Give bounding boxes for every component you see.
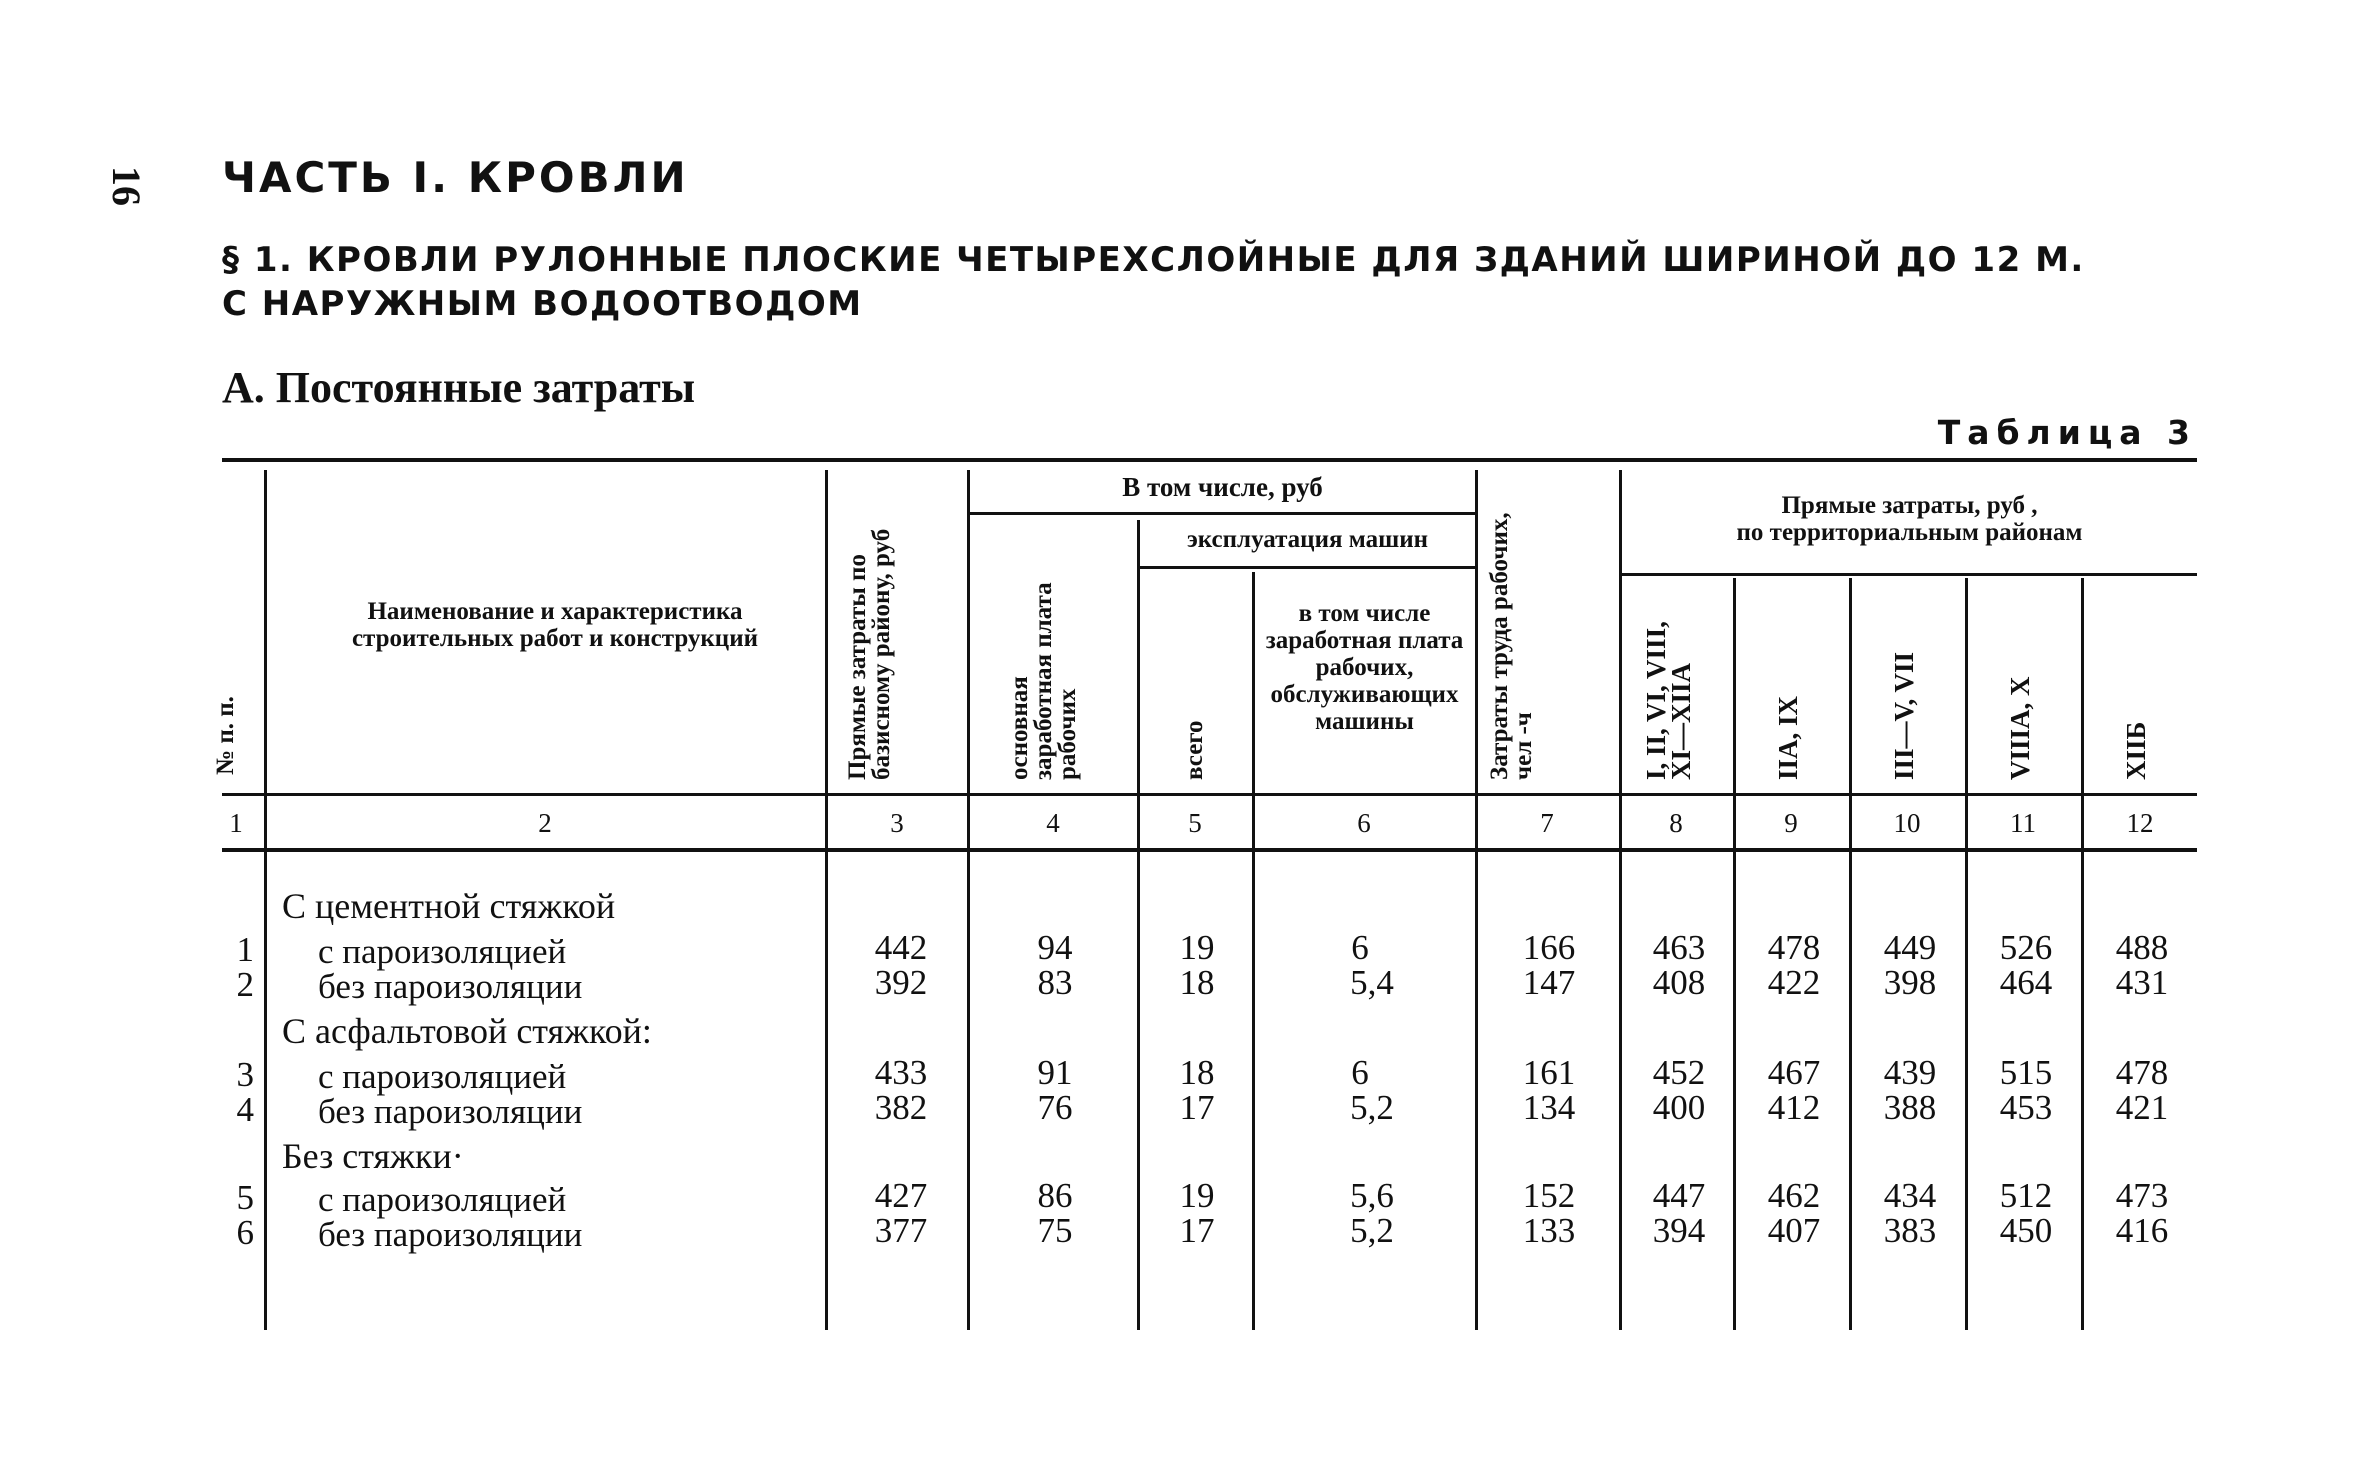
row-name: с пароизоляцией [318, 932, 567, 971]
colnum-4: 4 [1046, 808, 1060, 838]
page-number: 16 [104, 166, 149, 206]
cell-col8: 463 [1652, 928, 1706, 967]
colnum-7: 7 [1540, 808, 1554, 838]
cell-col6: 5,2 [1350, 1088, 1394, 1127]
cell-col11: 453 [1999, 1088, 2053, 1127]
cell-col9: 422 [1767, 963, 1821, 1002]
rule-header-bottom [222, 793, 2197, 796]
cell-col5: 19 [1179, 928, 1215, 967]
cell-col7: 152 [1522, 1176, 1576, 1215]
section-title-line-1: § 1. КРОВЛИ РУЛОННЫЕ ПЛОСКИЕ ЧЕТЫРЕХСЛОЙНЫЕ ДЛЯ ЗДАНИЙ ШИРИНОЙ ДО 12 М. [222, 240, 2085, 280]
row-name: с пароизоляцией [318, 1180, 567, 1219]
group-title: С асфальтовой стяжкой: [282, 1011, 652, 1051]
colnum-9: 9 [1784, 808, 1798, 838]
cell-col10: 449 [1883, 928, 1937, 967]
cell-col9: 462 [1767, 1176, 1821, 1215]
cell-col5: 17 [1179, 1088, 1215, 1127]
cell-col4: 91 [1037, 1053, 1073, 1092]
header-group-regions-line-2: по территориальным районам [1736, 519, 2083, 546]
section-title [222, 238, 2085, 326]
header-col6: в том числе заработная плата рабочих, обслуживающих машины [1265, 600, 1464, 735]
colnum-11: 11 [2010, 808, 2036, 838]
cell-col9: 407 [1767, 1211, 1821, 1250]
cell-col6: 5,2 [1350, 1211, 1394, 1250]
cell-col4: 76 [1037, 1088, 1073, 1127]
cell-col4: 94 [1037, 928, 1073, 967]
cell-col12: 473 [2115, 1176, 2169, 1215]
cell-col3: 392 [874, 963, 928, 1002]
cell-col5: 19 [1179, 1176, 1215, 1215]
cell-col3: 427 [874, 1176, 928, 1215]
cell-col11: 512 [1999, 1176, 2053, 1215]
cell-col5: 18 [1179, 1053, 1215, 1092]
cell-col7: 161 [1522, 1053, 1576, 1092]
cell-col7: 147 [1522, 963, 1576, 1002]
header-group-machines: эксплуатация машин [1186, 526, 1429, 553]
row-name: без пароизоляции [318, 967, 583, 1006]
row-number: 6 [236, 1213, 254, 1252]
cell-col4: 75 [1037, 1211, 1073, 1250]
colnum-12: 12 [2126, 808, 2154, 838]
cell-col12: 488 [2115, 928, 2169, 967]
row-number: 3 [236, 1055, 254, 1094]
section-title-line-2: С НАРУЖНЫМ ВОДООТВОДОМ [222, 284, 863, 324]
header-col10: III—V, VII [1889, 651, 1919, 780]
cell-col6: 5,4 [1350, 963, 1394, 1002]
cell-col6: 6 [1351, 928, 1369, 967]
header-group-regions-line-1: Прямые затраты, руб , [1781, 492, 2038, 519]
rule-group-in-number [970, 512, 1475, 515]
header-col12: XIIБ [2121, 721, 2151, 780]
header-col11: VIIIA, X [2005, 676, 2035, 780]
group-title: С цементной стяжкой [282, 886, 616, 926]
header-col9: IIA, IX [1773, 695, 1803, 780]
cell-col11: 464 [1999, 963, 2053, 1002]
rule-top [222, 458, 2197, 462]
cell-col11: 515 [1999, 1053, 2053, 1092]
vline-6 [1475, 470, 1478, 1330]
header-group-regions [1622, 492, 2197, 546]
vline-1 [264, 470, 267, 1330]
row-number: 5 [236, 1178, 254, 1217]
colnum-3: 3 [890, 808, 904, 838]
cell-col12: 421 [2115, 1088, 2169, 1127]
cell-col7: 133 [1522, 1211, 1576, 1250]
cell-col4: 86 [1037, 1176, 1073, 1215]
colnum-10: 10 [1893, 808, 1921, 838]
colnum-2: 2 [538, 808, 552, 838]
cell-col6: 5,6 [1350, 1176, 1394, 1215]
vline-3 [967, 470, 970, 1330]
cell-col12: 416 [2115, 1211, 2169, 1250]
cell-col10: 388 [1883, 1088, 1937, 1127]
header-col3: Прямые затраты по базисному району, руб [844, 528, 895, 780]
rule-colnum-bottom [222, 848, 2197, 852]
cell-col11: 450 [1999, 1211, 2053, 1250]
cell-col4: 83 [1037, 963, 1073, 1002]
cell-col8: 447 [1652, 1176, 1706, 1215]
header-col5: всего [1181, 720, 1208, 780]
cell-col8: 394 [1652, 1211, 1706, 1250]
cell-col10: 439 [1883, 1053, 1937, 1092]
header-col1: № п. п. [212, 696, 239, 775]
cell-col7: 166 [1522, 928, 1576, 967]
group-title: Без стяжки· [282, 1136, 464, 1176]
cell-col12: 431 [2115, 963, 2169, 1002]
cell-col9: 478 [1767, 928, 1821, 967]
row-number: 4 [236, 1090, 254, 1129]
rule-group-machines [1140, 566, 1475, 569]
header-col2: Наименование и характеристика строительных работ и конструкций [351, 598, 759, 652]
rule-group-regions [1622, 573, 2197, 576]
header-col4: основная заработная плата рабочих [1006, 582, 1081, 780]
cell-col8: 400 [1652, 1088, 1706, 1127]
colnum-5: 5 [1188, 808, 1202, 838]
header-col7: Затраты труда рабочих, чел -ч [1486, 512, 1537, 780]
cell-col12: 478 [2115, 1053, 2169, 1092]
cell-col10: 434 [1883, 1176, 1937, 1215]
header-col8: I, II, VI, VIII, XI—XIIA [1641, 621, 1696, 780]
cell-col5: 17 [1179, 1211, 1215, 1250]
row-name: без пароизоляции [318, 1092, 583, 1131]
cell-col7: 134 [1522, 1088, 1576, 1127]
part-title: ЧАСТЬ I. КРОВЛИ [222, 153, 689, 202]
colnum-8: 8 [1669, 808, 1683, 838]
table-label: Таблица 3 [1937, 413, 2197, 452]
header-group-in-number: В том числе, руб [1122, 472, 1323, 502]
cell-col3: 377 [874, 1211, 928, 1250]
colnum-1: 1 [229, 808, 243, 838]
vline-2 [825, 470, 828, 1330]
subsection-title: А. Постоянные затраты [222, 363, 696, 412]
cell-col8: 408 [1652, 963, 1706, 1002]
row-name: с пароизоляцией [318, 1057, 567, 1096]
cell-col6: 6 [1351, 1053, 1369, 1092]
cell-col5: 18 [1179, 963, 1215, 1002]
cell-col10: 383 [1883, 1211, 1937, 1250]
cell-col9: 467 [1767, 1053, 1821, 1092]
colnum-6: 6 [1357, 808, 1371, 838]
row-number: 2 [236, 965, 254, 1004]
row-number: 1 [236, 930, 254, 969]
cell-col9: 412 [1767, 1088, 1821, 1127]
cell-col11: 526 [1999, 928, 2053, 967]
cell-col10: 398 [1883, 963, 1937, 1002]
row-name: без пароизоляции [318, 1215, 583, 1254]
cell-col8: 452 [1652, 1053, 1706, 1092]
cell-col3: 382 [874, 1088, 928, 1127]
cell-col3: 433 [874, 1053, 928, 1092]
cell-col3: 442 [874, 928, 928, 967]
